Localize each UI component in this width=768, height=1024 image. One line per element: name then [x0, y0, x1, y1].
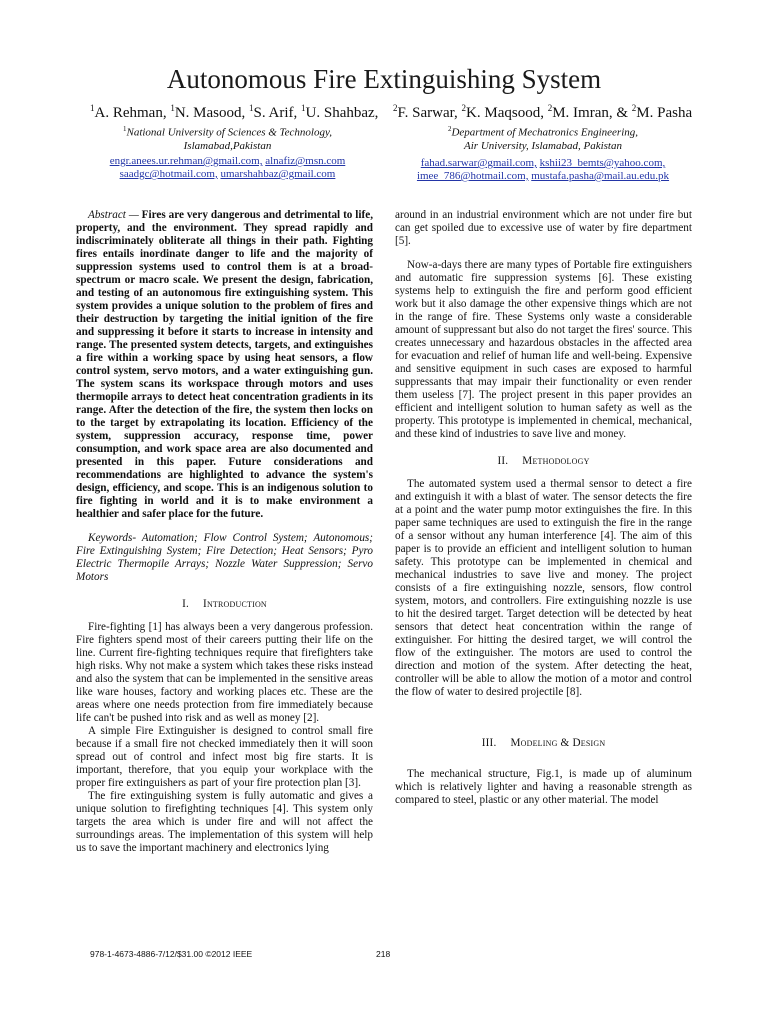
- footer-copyright: 978-1-4673-4886-7/12/$31.00 ©2012 IEEE: [90, 949, 253, 959]
- author-sup: 1: [90, 103, 95, 113]
- authors-right: [393, 98, 692, 123]
- emails-left: [75, 155, 380, 181]
- author-name: U. Shahbaz,: [305, 105, 379, 121]
- author-name: K. Maqsood,: [466, 105, 548, 121]
- author-sup: 2: [547, 103, 553, 113]
- paper-title: Autonomous Fire Extinguishing System: [166, 64, 602, 94]
- email-link[interactable]: mustafa.pasha@mail.au.edu.pk: [531, 170, 670, 182]
- paragraph: The automated system used a thermal sensor to detect a fire and extinguish it with a blast of water. The sensor detects the fire at a point and the water pump motor extinguishes the fire. In this paper same techniques are used to extinguish the fire in the range of a sensor without any human interference [4]. The aim of this paper is to provide an efficient and intelligent solution to human safety. This prototype can be implemented in chemical and mechanical industries to save live and money. The project consists of a fire extinguishing nozzle, sensors, flow control system, motors, and controllers. Fire extinguishing nozzle is use to hit the desired target. Target detection will be detected by heat sensors that detect heat concentration within the range of extinguisher. For hitting the desired target, we will control the flow of the extinguisher. The motors are used to control the direction and motion of the system. After detecting the heat, controller will be able to allow the motion of a motor and control the flow of water to desired projectile [8].: [395, 478, 692, 698]
- email-link[interactable]: fahad.sarwar@gmail.com,: [420, 157, 537, 169]
- author-sup: 2: [631, 103, 637, 113]
- paragraph: The fire extinguishing system is fully automatic and gives a unique solution to firefighting techniques [4]. This system only targets the area which is under fire and will not affect the surroundings areas. The implementation of this system will help us to save the important machinery and electronics lying: [76, 790, 373, 854]
- affiliation-sup: 1: [122, 125, 127, 133]
- abstract-body: Fires are very dangerous and detrimental to life, property, and the environment. They spread rapidly and indiscriminately obliterate all things in their path. Fighting fires entails inordinate danger to life and the majority of suppression systems used to control them is at a broad-spectrum or macro scale. We present the design, fabrication, and testing of an autonomous fire extinguishing system. This system provides a unique solution to the problem of fires and their destruction by targeting the initial ignition of the fire and suppressing it before it starts to increase in intensity and range. The presented system detects, targets, and extinguishes a fire within a working space by using heat sensors, a flow control system, servo motors, and a water extinguishing gun. The system scans its workspace through motors and uses thermopile arrays to detect heat concentration gradients in its range. After the detection of the fire, the system then locks on to the target by extrapolating its location. Efficiency of the system, suppression accuracy, response time, power consumption, and work space area are also documented and presented in this paper. Future considerations and recommendations are highlighted to advance the system's design, efficiency, and scope. This is an indigenous solution to fire fighting in world and it is to make environment a healthier and safer place for the future.: [76, 209, 373, 520]
- paragraph: around in an industrial environment which are not under fire but can get spoiled due to excessive use of water by fire department [5].: [395, 209, 692, 247]
- author-sup: 1: [249, 103, 254, 113]
- affiliation-line: Air University, Islamabad, Pakistan: [464, 139, 622, 152]
- right-column: [395, 209, 692, 807]
- affiliation-right: [388, 123, 698, 153]
- affiliation-line: National University of Sciences & Technology,: [126, 126, 332, 139]
- author-sup: 1: [301, 103, 306, 113]
- page-number: 218: [376, 949, 391, 959]
- abstract: [76, 209, 373, 521]
- section-heading-modeling: III. Modeling & Design: [481, 737, 606, 749]
- email-link[interactable]: umarshahbaz@gmail.com: [220, 168, 336, 180]
- author-sup: 1: [170, 103, 175, 113]
- affiliation-left: [75, 123, 380, 153]
- authors-left: [90, 98, 378, 123]
- paragraph: A simple Fire Extinguisher is designed to control small fire because if a small fire not checked immediately then it will soon spread out of control and infect most big fire starts. It is important, therefore, that you equip your workplace with the proper fire extinguishers as part of your fire protection plan [3].: [76, 725, 373, 789]
- author-name: A. Rehman,: [94, 105, 171, 121]
- affiliation-sup: 2: [447, 125, 452, 133]
- paragraph: Fire-fighting [1] has always been a very dangerous profession. Fire fighters spend most of their careers putting their life on the line. Current fire-fighting techniques require that firefighters take high risks. Why not make a system which takes these risks instead and also the system that can be implemented in the sensitive areas like ware houses, factory and working places etc. These are the areas where one needs protection from fire immediately because life can't be pushed into risk and as well as money [2].: [76, 621, 373, 724]
- email-link[interactable]: saadgc@hotmail.com,: [119, 168, 218, 180]
- author-name: S. Arif,: [253, 105, 302, 121]
- email-link[interactable]: imee_786@hotmail.com,: [416, 170, 529, 182]
- author-name: M. Pasha: [636, 105, 693, 121]
- email-link[interactable]: kshii23_bemts@yahoo.com,: [539, 157, 666, 169]
- section-heading-introduction: I. Introduction: [182, 598, 267, 610]
- email-link[interactable]: alnafiz@msn.com: [265, 155, 346, 167]
- keywords: Keywords- Automation; Flow Control System; Autonomous; Fire Extinguishing System; Fire Detection; Heat Sensors; Pyro Electric Thermopile Arrays; Nozzle Water Suppression; Servo Motors: [76, 532, 373, 583]
- email-link[interactable]: engr.anees.ur.rehman@gmail.com,: [109, 155, 263, 167]
- author-name: M. Imran, &: [552, 105, 632, 121]
- author-name: N. Masood,: [174, 105, 249, 121]
- author-sup: 2: [461, 103, 467, 113]
- author-sup: 2: [393, 103, 398, 113]
- section-heading-methodology: II. Methodology: [497, 455, 590, 467]
- author-name: F. Sarwar,: [397, 105, 462, 121]
- left-column: [76, 209, 373, 855]
- affiliation-line: Islamabad,Pakistan: [183, 139, 272, 152]
- abstract-lead: Abstract —: [88, 209, 139, 221]
- emails-right: [388, 157, 698, 183]
- affiliation-line: Department of Mechatronics Engineering,: [451, 126, 639, 139]
- paragraph: The mechanical structure, Fig.1, is made up of aluminum which is relatively lighter and having a reasonable strength as compared to steel, plastic or any other material. The model: [395, 768, 692, 806]
- paragraph: Now-a-days there are many types of Portable fire extinguishers and automatic fire suppression systems [6]. These existing systems help to extinguish the fire and perform good efficient work but it also damage the other expensive things which are not in the range of fire. These Systems only waste a considerable amount of suppressant but also do not target the fires' source. This creates unnecessary and hazardous obstacles in the affected area for evacuation and relief of human life and well-being. Expensive and sensitive equipment in such cases are exposed to harmful suppressants that may impair their functionality or even render them useless [7]. The project present in this paper provides an efficient and intelligent solution to human safety as well as the property. This prototype is implemented in chemical, mechanical, and these kind of industries to save live and money.: [395, 259, 692, 440]
